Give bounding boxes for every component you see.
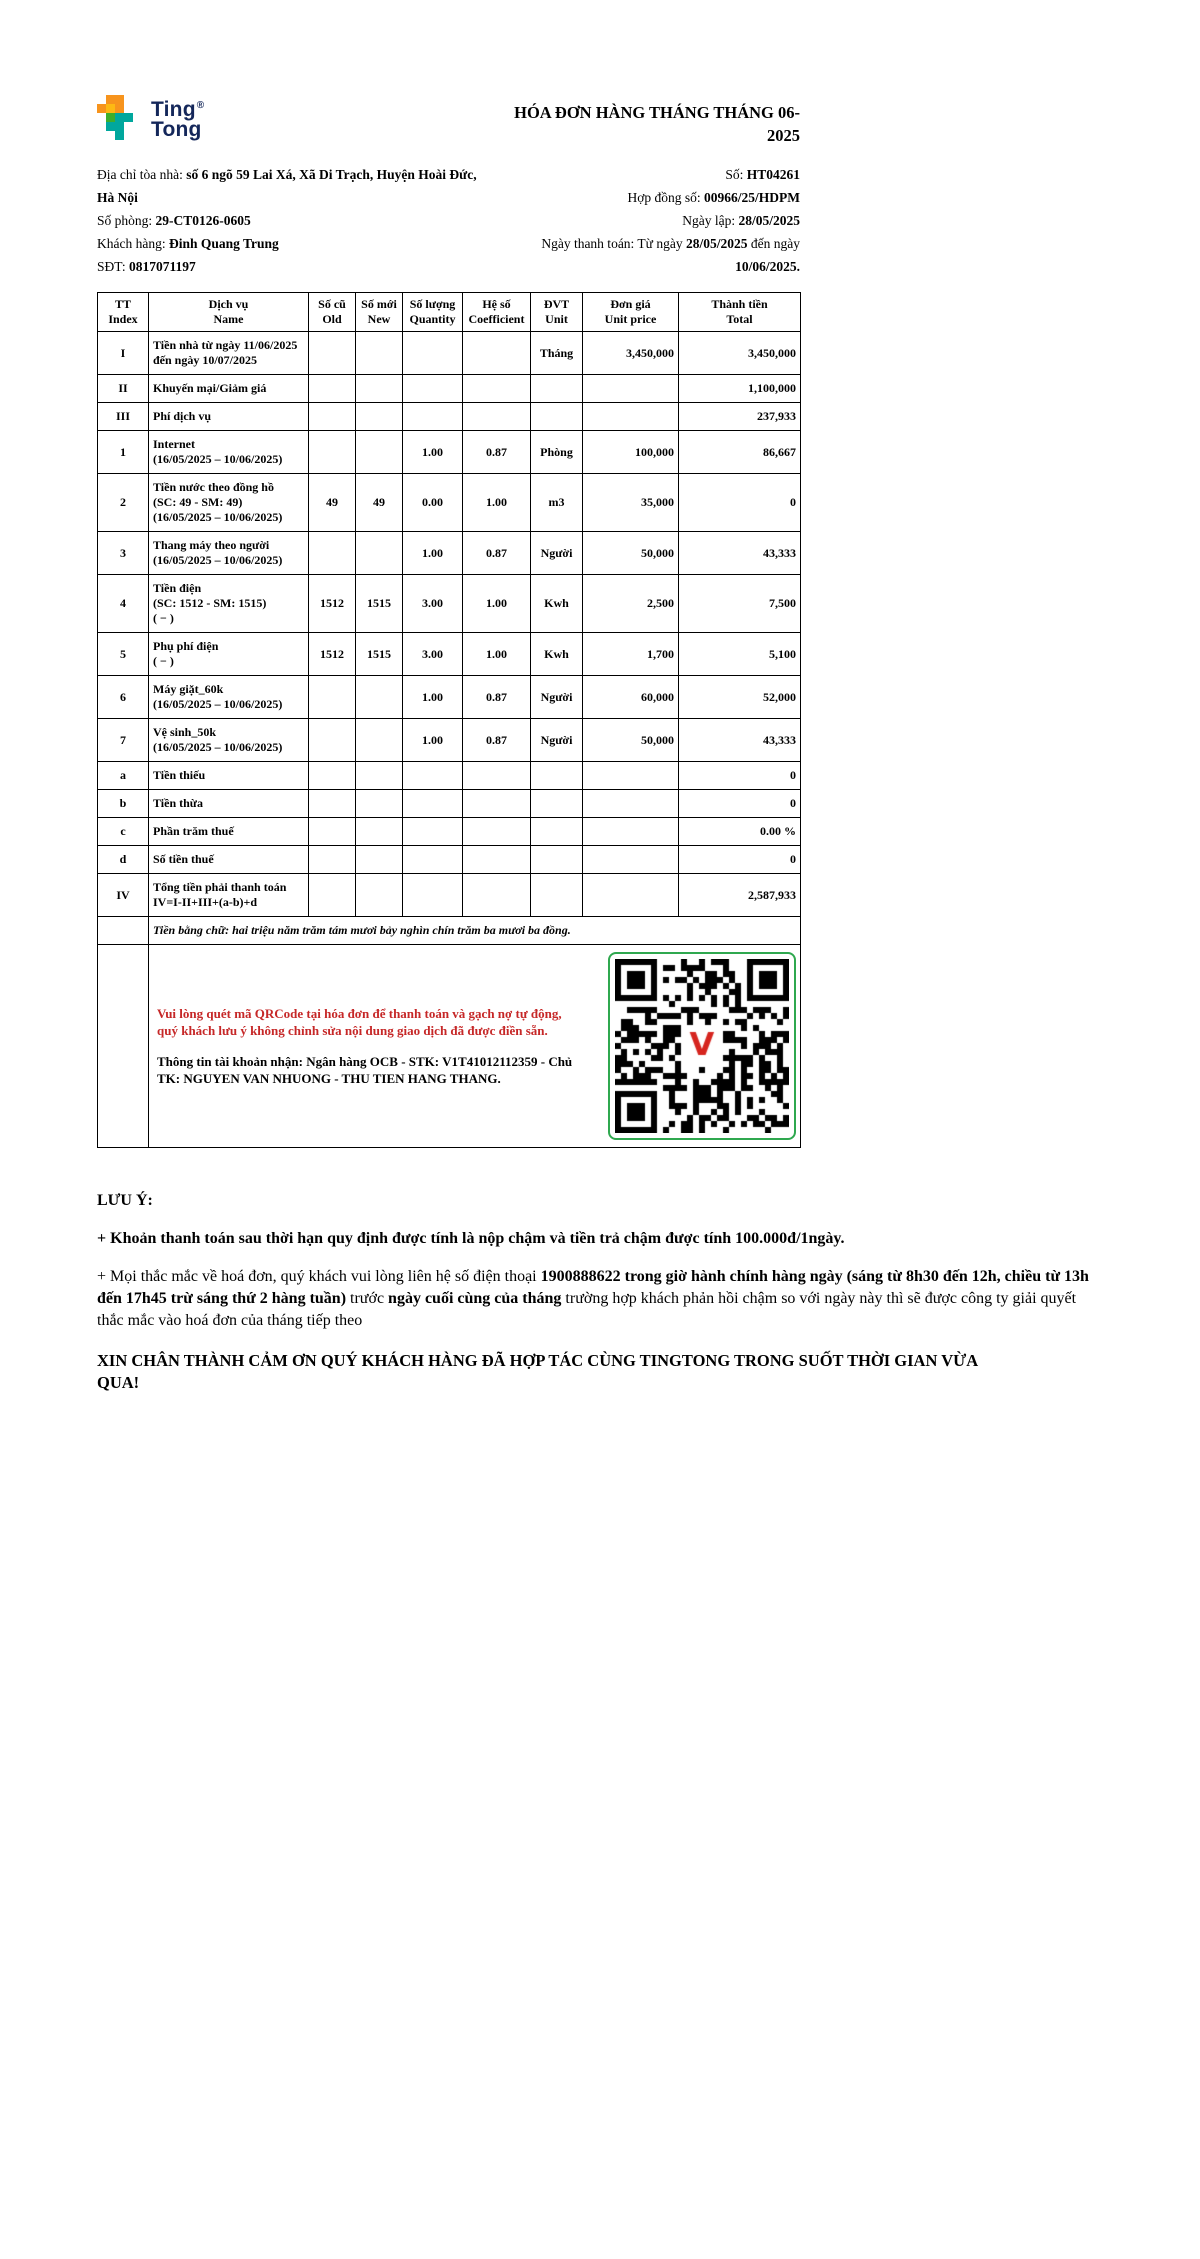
amount-in-words-label: Tiền bằng chữ: (153, 923, 233, 937)
cell-total: 237,933 (679, 403, 801, 431)
cell-old-reading (309, 762, 356, 790)
building-address-label: Địa chỉ tòa nhà: (97, 167, 187, 182)
service-name-line: Tiền nhà từ ngày 11/06/2025 (153, 338, 298, 352)
cell-service-name (149, 332, 309, 375)
text-segment: V1T41012112359 (442, 1054, 538, 1069)
cell-service-name (149, 431, 309, 474)
service-name-line: (16/05/2025 – 10/06/2025) (153, 452, 283, 466)
cell-coefficient (463, 790, 531, 818)
cell-index: a (98, 762, 149, 790)
cell-unit-price: 1,700 (583, 633, 679, 676)
cell-unit-price: 2,500 (583, 575, 679, 633)
cell-old-reading (309, 431, 356, 474)
invoice-number-label: Số: (725, 167, 747, 182)
logo-pixel (115, 113, 124, 122)
cell-quantity: 1.00 (403, 719, 463, 762)
issue-date-value: 28/05/2025 (738, 213, 800, 228)
column-header (356, 293, 403, 332)
cell-unit-price: 100,000 (583, 431, 679, 474)
cell-old-reading: 1512 (309, 633, 356, 676)
cell-new-reading (356, 332, 403, 375)
cell-unit-price: 50,000 (583, 532, 679, 575)
column-header-line: Đơn giá (610, 297, 651, 311)
service-name-line: (16/05/2025 – 10/06/2025) (153, 510, 283, 524)
table-row (98, 719, 801, 762)
cell-unit-price (583, 375, 679, 403)
logo-pixel (97, 104, 106, 113)
cell-total: 52,000 (679, 676, 801, 719)
cell-service-name (149, 575, 309, 633)
cell-index: 4 (98, 575, 149, 633)
cell-index: II (98, 375, 149, 403)
cell-old-reading (309, 403, 356, 431)
cell-total: 43,333 (679, 532, 801, 575)
cell-unit-price (583, 846, 679, 874)
cell-index: 6 (98, 676, 149, 719)
cell-new-reading: 1515 (356, 575, 403, 633)
text-segment: đến ngày (747, 236, 800, 251)
cell-coefficient: 0.87 (463, 719, 531, 762)
qr-code (608, 952, 796, 1140)
tingtong-logo-text (151, 96, 204, 140)
cell-quantity: 1.00 (403, 676, 463, 719)
cell-total: 86,667 (679, 431, 801, 474)
cell-unit: Tháng (531, 332, 583, 375)
amount-in-words-row (98, 917, 801, 945)
cell-old-reading (309, 874, 356, 917)
cell-index: I (98, 332, 149, 375)
column-header (149, 293, 309, 332)
cell-old-reading: 1512 (309, 575, 356, 633)
cell-quantity: 1.00 (403, 431, 463, 474)
cell-total: 0 (679, 846, 801, 874)
invoice-title: HÓA ĐƠN HÀNG THÁNG THÁNG 06-2025 (514, 103, 800, 145)
logo-word-ting: Ting (151, 97, 196, 121)
cell-service-name (149, 676, 309, 719)
cell-total: 2,587,933 (679, 874, 801, 917)
cell-quantity: 3.00 (403, 633, 463, 676)
service-name-line: ( − ) (153, 654, 174, 668)
column-header-line: ĐVT (543, 297, 570, 311)
service-name-line: Tiền thừa (153, 796, 203, 810)
service-name-line: IV=I-II+III+(a-b)+d (153, 895, 258, 909)
cell-old-reading (309, 719, 356, 762)
invoice-header (97, 95, 800, 147)
column-header-line: Unit (545, 312, 568, 326)
cell-coefficient: 0.87 (463, 676, 531, 719)
column-header (531, 293, 583, 332)
cell-unit (531, 403, 583, 431)
cell-total: 1,100,000 (679, 375, 801, 403)
cell-old-reading (309, 332, 356, 375)
logo-pixel (106, 95, 115, 104)
table-row (98, 762, 801, 790)
cell-quantity: 1.00 (403, 532, 463, 575)
cell-unit-price: 60,000 (583, 676, 679, 719)
customer-name-value: Đinh Quang Trung (168, 236, 279, 251)
column-header-line: Dịch vụ (208, 297, 249, 311)
cell-coefficient: 0.87 (463, 532, 531, 575)
cell-old-reading (309, 818, 356, 846)
column-header (98, 293, 149, 332)
table-row (98, 874, 801, 917)
column-header (679, 293, 801, 332)
room-number-label: Số phòng: (97, 213, 156, 228)
column-header-line: Index (108, 312, 138, 326)
cell-unit-price (583, 818, 679, 846)
column-header-line: Số mới (361, 297, 397, 311)
contract-number (486, 186, 800, 209)
text-segment: 1900888622 trong giờ hành chính hàng ngày (sáng từ 8h30 đến 12h, chiều từ 13h đến 17h45 trừ sáng thứ 2 hàng tuần) (97, 1268, 1089, 1307)
cell-new-reading (356, 375, 403, 403)
logo-pixel (106, 104, 115, 113)
cell-old-reading (309, 790, 356, 818)
cell-new-reading (356, 431, 403, 474)
amount-in-words-value: hai triệu năm trăm tám mươi bảy nghìn chín trăm ba mươi ba đồng. (232, 923, 571, 937)
room-number (97, 209, 486, 232)
cell-coefficient: 0.87 (463, 431, 531, 474)
column-header-line: Số cũ (318, 297, 346, 311)
cell-index: 2 (98, 474, 149, 532)
invoice-info (97, 163, 800, 278)
text-segment: ngày cuối cùng của tháng (388, 1290, 562, 1307)
cell-unit-price: 35,000 (583, 474, 679, 532)
cell-service-name (149, 403, 309, 431)
contract-number-label: Hợp đồng số: (627, 190, 704, 205)
table-row (98, 790, 801, 818)
cell-coefficient (463, 762, 531, 790)
cell-new-reading (356, 818, 403, 846)
issue-date-label: Ngày lập: (682, 213, 739, 228)
cell-quantity: 0.00 (403, 474, 463, 532)
cell-total: 0 (679, 474, 801, 532)
text-segment: 28/05/2025 (686, 236, 748, 251)
table-row (98, 575, 801, 633)
invoice-number (486, 163, 800, 186)
logo-pixel (115, 131, 124, 140)
invoice-meta (486, 163, 800, 278)
payment-period (486, 232, 800, 278)
column-header-line: New (367, 312, 391, 326)
cell-service-name (149, 846, 309, 874)
cell-service-name (149, 375, 309, 403)
customer-info (97, 163, 486, 278)
cell-quantity (403, 375, 463, 403)
cell-service-name (149, 474, 309, 532)
cell-unit: Phòng (531, 431, 583, 474)
qr-texts (153, 1005, 585, 1087)
customer-name (97, 232, 486, 255)
late-payment-note: + Khoản thanh toán sau thời hạn quy định được tính là nộp chậm và tiền trả chậm được tính 100.000đ/1ngày. (97, 1230, 845, 1247)
registered-mark: ® (196, 99, 205, 111)
invoice-table-head (98, 293, 801, 332)
contract-number-value: 00966/25/HDPM (704, 190, 800, 205)
cell-total: 0 (679, 790, 801, 818)
cell-service-name (149, 818, 309, 846)
column-header-line: Quantity (409, 312, 456, 326)
cell-index: 3 (98, 532, 149, 575)
cell-index: 7 (98, 719, 149, 762)
service-name-line: Máy giặt_60k (153, 682, 224, 696)
logo-pixel (124, 113, 133, 122)
service-name-line: (SC: 1512 - SM: 1515) (153, 596, 267, 610)
logo-pixel (115, 104, 124, 113)
cell-unit (531, 818, 583, 846)
cell-unit: Người (531, 719, 583, 762)
cell-index: d (98, 846, 149, 874)
cell-total: 0 (679, 762, 801, 790)
cell-new-reading (356, 403, 403, 431)
cell-coefficient (463, 874, 531, 917)
building-address (97, 163, 486, 209)
cell-unit: Người (531, 532, 583, 575)
cell-unit: Kwh (531, 633, 583, 676)
column-header (403, 293, 463, 332)
cell-coefficient (463, 818, 531, 846)
text-segment: - Chủ TK: (157, 1054, 573, 1086)
table-row (98, 818, 801, 846)
service-name-line: (16/05/2025 – 10/06/2025) (153, 553, 283, 567)
cell-service-name (149, 719, 309, 762)
logo-pixel (106, 122, 115, 131)
text-segment: trường hợp khách phản hồi chậm so với ngày này thì sẽ được công ty giải quyết thắc mắc vào hoá đơn của tháng tiếp theo (97, 1290, 1077, 1329)
cell-coefficient: 1.00 (463, 474, 531, 532)
cell-unit-price (583, 762, 679, 790)
table-row (98, 532, 801, 575)
service-name-line: (16/05/2025 – 10/06/2025) (153, 740, 283, 754)
service-name-line: Vệ sinh_50k (153, 725, 217, 739)
invoice-page (97, 0, 1103, 1394)
cell-new-reading: 1515 (356, 633, 403, 676)
invoice-table-body (98, 332, 801, 917)
cell-service-name (149, 762, 309, 790)
cell-new-reading (356, 676, 403, 719)
text-segment: NGUYEN VAN NHUONG - THU TIEN HANG THANG (183, 1071, 498, 1086)
room-number-value: 29-CT0126-0605 (155, 213, 251, 228)
cell-total: 3,450,000 (679, 332, 801, 375)
service-name-line: Internet (153, 437, 195, 451)
receiving-account-info (157, 1053, 585, 1087)
cell-new-reading (356, 762, 403, 790)
cell-total: 0.00 % (679, 818, 801, 846)
cell-quantity (403, 332, 463, 375)
invoice-table-extra (98, 917, 801, 1148)
cell-quantity (403, 874, 463, 917)
service-name-line: Tiền thiếu (153, 768, 206, 782)
building-address-value: số 6 ngõ 59 Lai Xá, Xã Di Trạch, Huyện Hoài Đức, Hà Nội (97, 167, 477, 205)
empty-index-cell (98, 945, 149, 1148)
service-name-line: Phụ phí điện (153, 639, 219, 653)
cell-index: IV (98, 874, 149, 917)
table-row (98, 676, 801, 719)
text-segment: . (497, 1071, 501, 1086)
cell-index: III (98, 403, 149, 431)
column-header (309, 293, 356, 332)
logo-word-tong: Tong (151, 117, 202, 141)
cell-new-reading (356, 790, 403, 818)
cell-index: c (98, 818, 149, 846)
cell-old-reading (309, 532, 356, 575)
cell-unit-price: 3,450,000 (583, 332, 679, 375)
cell-index: b (98, 790, 149, 818)
text-segment: Thông tin tài khoản nhận: Ngân hàng OCB - STK: (157, 1054, 443, 1069)
service-name-line: Tổng tiền phải thanh toán (153, 880, 287, 894)
cell-index: 1 (98, 431, 149, 474)
thank-you-note: XIN CHÂN THÀNH CẢM ƠN QUÝ KHÁCH HÀNG ĐÃ HỢP TÁC CÙNG TINGTONG TRONG SUỐT THỜI GIAN VỪA QUA! (97, 1351, 978, 1392)
text-segment: Ngày thanh toán: Từ ngày (541, 236, 686, 251)
cell-quantity: 3.00 (403, 575, 463, 633)
service-name-line: Tiền điện (153, 581, 202, 595)
cell-service-name (149, 790, 309, 818)
invoice-footer (97, 1190, 1103, 1394)
column-header-line: Unit price (604, 312, 657, 326)
cell-old-reading (309, 676, 356, 719)
cell-quantity (403, 818, 463, 846)
column-header (583, 293, 679, 332)
column-header-line: Số lượng (409, 297, 456, 311)
cell-new-reading (356, 532, 403, 575)
table-row (98, 474, 801, 532)
invoice-table (97, 292, 801, 1148)
cell-quantity (403, 762, 463, 790)
cell-new-reading: 49 (356, 474, 403, 532)
tingtong-logo (97, 95, 204, 140)
cell-unit: Kwh (531, 575, 583, 633)
service-name-line: Tiền nước theo đồng hồ (153, 480, 274, 494)
qr-cell (149, 945, 801, 1148)
qr-row (98, 945, 801, 1148)
column-header-line: Thành tiền (711, 297, 768, 311)
service-name-line: Phí dịch vụ (153, 409, 212, 423)
header-row (98, 293, 801, 332)
service-name-line: đến ngày 10/07/2025 (153, 353, 258, 367)
cell-new-reading (356, 846, 403, 874)
logo-pixel (115, 122, 124, 131)
cell-unit (531, 790, 583, 818)
text-segment: 10/06/2025. (735, 259, 800, 274)
cell-unit (531, 846, 583, 874)
cell-unit-price: 50,000 (583, 719, 679, 762)
table-row (98, 332, 801, 375)
qr-flex (153, 951, 796, 1141)
service-name-line: Thang máy theo người (153, 538, 270, 552)
cell-coefficient: 1.00 (463, 575, 531, 633)
cell-new-reading (356, 874, 403, 917)
cell-coefficient (463, 375, 531, 403)
tingtong-logo-icon (97, 95, 142, 140)
cell-old-reading: 49 (309, 474, 356, 532)
invoice-number-value: HT04261 (746, 167, 800, 182)
cell-coefficient (463, 846, 531, 874)
service-name-line: (SC: 49 - SM: 49) (153, 495, 243, 509)
logo-pixel (115, 95, 124, 104)
cell-coefficient (463, 403, 531, 431)
table-row (98, 403, 801, 431)
column-header-line: Old (322, 312, 342, 326)
service-name-line: (16/05/2025 – 10/06/2025) (153, 697, 283, 711)
contact-note (97, 1266, 1103, 1332)
text-segment: + Mọi thắc mắc về hoá đơn, quý khách vui lòng liên hệ số điện thoại (97, 1268, 541, 1285)
cell-unit (531, 375, 583, 403)
cell-new-reading (356, 719, 403, 762)
cell-service-name (149, 532, 309, 575)
cell-unit-price (583, 874, 679, 917)
cell-coefficient: 1.00 (463, 633, 531, 676)
cell-quantity (403, 846, 463, 874)
table-row (98, 633, 801, 676)
cell-unit: m3 (531, 474, 583, 532)
column-header-line: Name (213, 312, 244, 326)
logo-pixel (106, 113, 115, 122)
cell-service-name (149, 633, 309, 676)
customer-phone (97, 255, 486, 278)
text-segment: trước (346, 1290, 389, 1307)
cell-quantity (403, 790, 463, 818)
cell-coefficient (463, 332, 531, 375)
column-header-line: Coefficient (468, 312, 525, 326)
table-row (98, 846, 801, 874)
table-row (98, 375, 801, 403)
qr-code-image (615, 959, 789, 1133)
customer-name-label: Khách hàng: (97, 236, 169, 251)
customer-phone-value: 0817071197 (128, 259, 196, 274)
column-header-line: TT (114, 297, 131, 311)
issue-date (486, 209, 800, 232)
service-name-line: ( − ) (153, 611, 174, 625)
cell-total: 7,500 (679, 575, 801, 633)
cell-total: 43,333 (679, 719, 801, 762)
cell-service-name (149, 874, 309, 917)
cell-index: 5 (98, 633, 149, 676)
column-header-line: Total (726, 312, 753, 326)
cell-unit (531, 874, 583, 917)
cell-unit (531, 762, 583, 790)
cell-unit: Người (531, 676, 583, 719)
service-name-line: Số tiền thuế (153, 852, 214, 866)
logo-word-line1 (151, 96, 204, 120)
cell-old-reading (309, 846, 356, 874)
column-header (463, 293, 531, 332)
cell-unit-price (583, 403, 679, 431)
table-row (98, 431, 801, 474)
amount-in-words-cell (149, 917, 801, 945)
notes-title: LƯU Ý: (97, 1192, 153, 1209)
cell-unit-price (583, 790, 679, 818)
cell-quantity (403, 403, 463, 431)
qr-payment-notice: Vui lòng quét mã QRCode tại hóa đơn để thanh toán và gạch nợ tự động, quý khách lưu ý không chỉnh sửa nội dung giao dịch đã được điền sẵn. (157, 1006, 562, 1038)
service-name-line: Phần trăm thuế (153, 824, 234, 838)
service-name-line: Khuyến mại/Giảm giá (153, 381, 267, 395)
customer-phone-label: SĐT: (97, 259, 129, 274)
empty-index-cell (98, 917, 149, 945)
column-header-line: Hệ số (482, 297, 511, 311)
cell-old-reading (309, 375, 356, 403)
cell-total: 5,100 (679, 633, 801, 676)
